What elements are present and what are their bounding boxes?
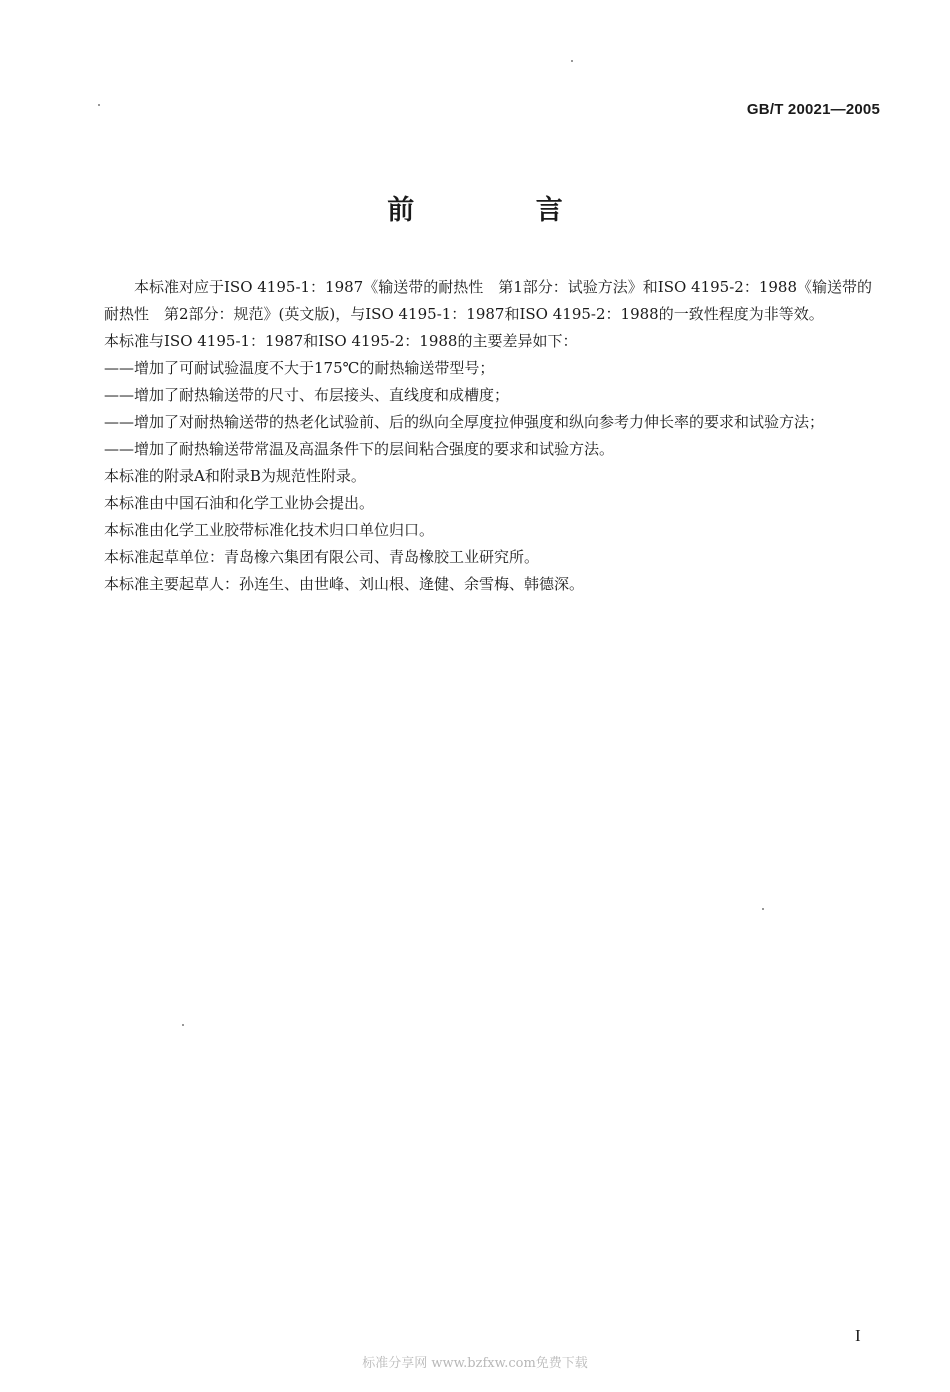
scan-speck	[571, 60, 573, 62]
drafters-paragraph: 本标准主要起草人：孙连生、由世峰、刘山根、逄健、余雪梅、韩德深。	[104, 575, 585, 593]
scan-speck	[98, 104, 100, 106]
difference-item: ——增加了耐热输送带常温及高温条件下的层间粘合强度的要求和试验方法。	[104, 440, 615, 458]
scan-speck	[182, 1024, 184, 1026]
page-number: I	[855, 1326, 861, 1345]
watermark: 标准分享网 www.bzfxw.com免费下载	[362, 1356, 588, 1371]
differences-intro: 本标准与ISO 4195-1：1987和ISO 4195-2：1988的主要差异如下：	[104, 332, 578, 350]
difference-item: ——增加了可耐试验温度不大于175℃的耐热输送带型号；	[104, 359, 495, 377]
appendix-paragraph: 本标准的附录A和附录B为规范性附录。	[104, 467, 366, 485]
scope-paragraph: 本标准对应于ISO 4195-1：1987《输送带的耐热性 第1部分：试验方法》和ISO 4195-2：1988《输送带的耐热性 第2部分：规范》(英文版)，与ISO 4195-1：1987和ISO 4195-2：1988的一致性程度为非等效。	[104, 278, 872, 323]
page-title: 前 言	[387, 195, 619, 226]
document-body	[104, 274, 878, 598]
standard-code: GB/T 20021—2005	[746, 101, 880, 118]
difference-item: ——增加了耐热输送带的尺寸、布层接头、直线度和成槽度；	[104, 386, 510, 404]
proposer-paragraph: 本标准由中国石油和化学工业协会提出。	[104, 494, 375, 512]
drafting-units-paragraph: 本标准起草单位：青岛橡六集团有限公司、青岛橡胶工业研究所。	[104, 548, 540, 566]
centralized-unit-paragraph: 本标准由化学工业胶带标准化技术归口单位归口。	[104, 521, 435, 539]
difference-item: ——增加了对耐热输送带的热老化试验前、后的纵向全厚度拉伸强度和纵向参考力伸长率的要求和试验方法；	[104, 413, 825, 431]
scan-speck	[762, 908, 764, 910]
